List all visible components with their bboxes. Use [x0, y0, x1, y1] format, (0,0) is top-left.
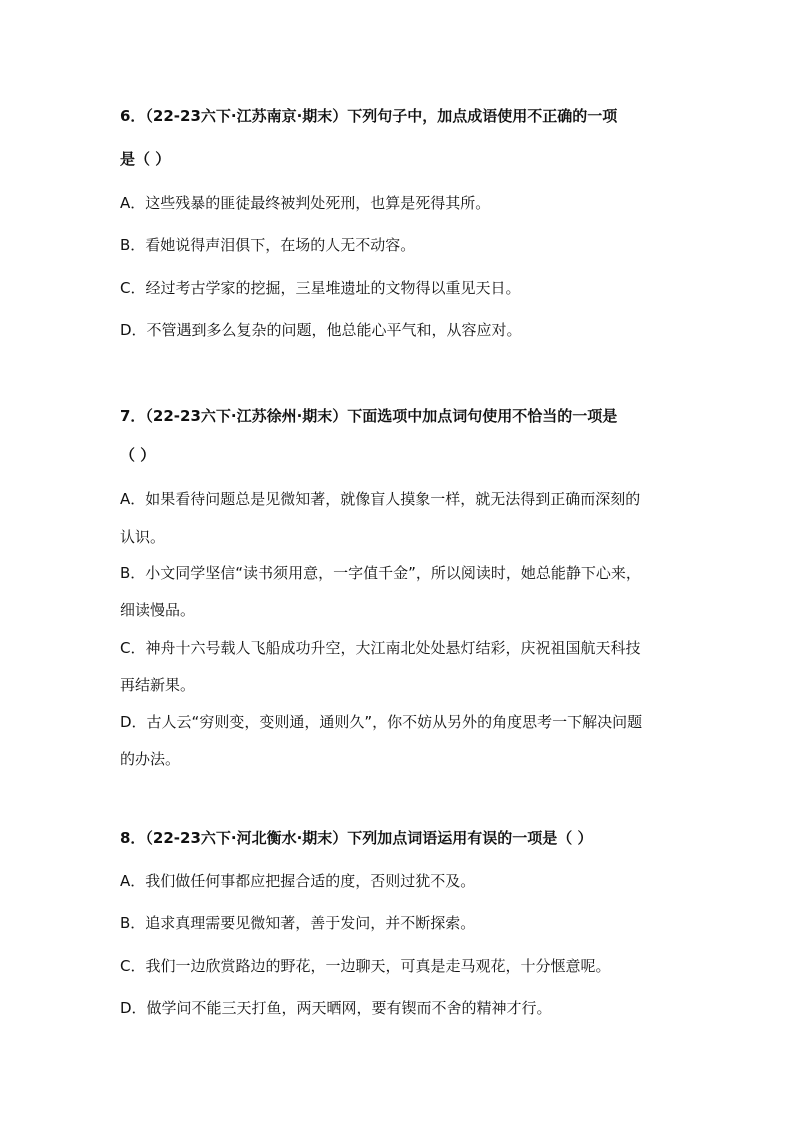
question-8-option-a: A．我们做任何事都应把握合适的度，否则过犹不及。	[120, 872, 476, 890]
question-7-option-c-line2: 再结新果。	[120, 676, 196, 694]
question-6-option-a: A．这些残暴的匪徒最终被判处死刑，也算是死得其所。	[120, 194, 491, 212]
question-6-option-b: B．看她说得声泪俱下，在场的人无不动容。	[120, 236, 416, 254]
question-7-option-a-line2: 认识。	[120, 528, 166, 546]
question-8-option-c: C．我们一边欣赏路边的野花，一边聊天，可真是走马观花，十分惬意呢。	[120, 957, 611, 975]
question-7-stem-line2: （ ）	[120, 446, 156, 464]
question-6-option-c: C．经过考古学家的挖掘，三星堆遗址的文物得以重见天日。	[120, 279, 521, 297]
question-8-option-d: D．做学问不能三天打鱼，两天晒网，要有锲而不舍的精神才行。	[120, 999, 552, 1017]
question-7-option-c: C．神舟十六号载人飞船成功升空，大江南北处处悬灯结彩，庆祝祖国航天科技	[120, 639, 641, 657]
question-7-option-a: A．如果看待问题总是见微知著，就像盲人摸象一样，就无法得到正确而深刻的	[120, 490, 641, 508]
question-8-stem: 8．（22-23六下·河北衡水·期末）下列加点词语运用有误的一项是（ ）	[120, 829, 593, 847]
question-6-option-d: D．不管遇到多么复杂的问题，他总能心平气和，从容应对。	[120, 321, 522, 339]
question-8-option-b: B．追求真理需要见微知著，善于发问，并不断探索。	[120, 914, 476, 932]
question-7-option-b-line2: 细读慢品。	[120, 601, 196, 619]
question-7-option-d-line2: 的办法。	[120, 750, 181, 768]
question-7-option-d: D．古人云“穷则变，变则通，通则久”，你不妨从另外的角度思考一下解决问题	[120, 713, 643, 731]
question-6-stem-line2: 是（ ）	[120, 150, 171, 168]
question-7-option-b: B．小文同学坚信“读书须用意，一字值千金”，所以阅读时，她总能静下心来，	[120, 564, 641, 582]
question-7-stem-line1: 7．（22-23六下·江苏徐州·期末）下面选项中加点词句使用不恰当的一项是	[120, 407, 618, 425]
question-6-stem-line1: 6．（22-23六下·江苏南京·期末）下列句子中，加点成语使用不正确的一项	[120, 107, 618, 125]
